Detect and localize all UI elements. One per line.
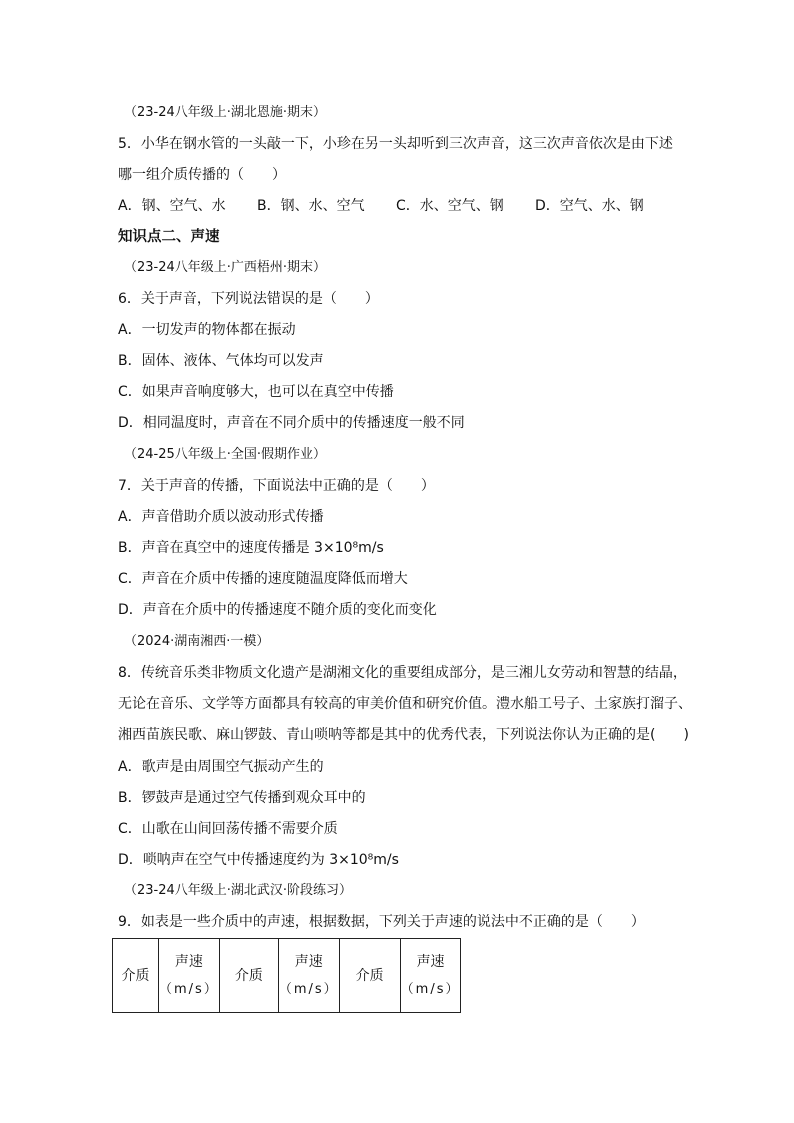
q6-option-d: D．相同温度时，声音在不同介质中的传播速度一般不同 [118,415,465,431]
q5-option-b: B．钢、水、空气 [257,198,365,214]
q5-option-c: C．水、空气、钢 [396,198,504,214]
q8-option-d: D．唢呐声在空气中传播速度约为 3×10⁸m/s [118,852,399,868]
speed-header-line1: 声速 [174,953,203,970]
q6-option-c: C．如果声音响度够大，也可以在真空中传播 [118,384,394,400]
table-header-speed [278,939,339,1013]
speed-header-unit: （m/s） [159,981,219,997]
q7-option-d: D．声音在介质中的传播速度不随介质的变化而变化 [118,602,437,618]
q5-stem-line2: 哪一组介质传播的（ ） [118,167,286,183]
q6-option-b: B．固体、液体、气体均可以发声 [118,353,324,369]
q5-option-d: D．空气、水、钢 [535,198,644,214]
q6-source: （23-24八年级上·广西梧州·期末） [124,260,327,275]
q8-stem-line2: 无论在音乐、文学等方面都具有较高的审美价值和研究价值。澧水船工号子、土家族打溜子、 [118,696,692,712]
table-header-medium: 介质 [113,939,159,1013]
q8-stem-line3: 湘西苗族民歌、麻山锣鼓、青山唢呐等都是其中的优秀代表，下列说法你认为正确的是( ) [118,727,689,743]
q5-stem-line1: 5．小华在钢水管的一头敲一下，小珍在另一头却听到三次声音，这三次声音依次是由下述 [118,136,673,152]
q5-option-a: A．钢、空气、水 [118,198,226,214]
q6-stem: 6．关于声音，下列说法错误的是（ ） [118,291,379,307]
speed-header-unit: （m/s） [278,981,339,997]
q8-stem-line1: 8．传统音乐类非物质文化遗产是湖湘文化的重要组成部分，是三湘儿女劳动和智慧的结晶， [118,665,687,681]
speed-header-unit: （m/s） [400,981,461,997]
q9-source: （23-24八年级上·湖北武汉·阶段练习） [124,883,353,898]
q5-source: （23-24八年级上·湖北恩施·期末） [124,105,327,120]
q7-option-a: A．声音借助介质以波动形式传播 [118,509,324,525]
q6-option-a: A．一切发声的物体都在振动 [118,322,296,338]
table-row [113,939,461,1013]
table-header-speed [159,939,220,1013]
q8-option-a: A．歌声是由周围空气振动产生的 [118,759,324,775]
q7-stem: 7．关于声音的传播，下面说法中正确的是（ ） [118,478,435,494]
q7-option-b: B．声音在真空中的速度传播是 3×10⁸m/s [118,540,384,556]
speed-header-line1: 声速 [416,953,445,970]
sound-speed-table [112,938,461,1013]
table-header-medium: 介质 [219,939,278,1013]
q7-option-c: C．声音在介质中传播的速度随温度降低而增大 [118,571,408,587]
section-heading: 知识点二、声速 [118,229,220,245]
q5-options [118,196,644,216]
speed-header-line1: 声速 [294,953,323,970]
q9-stem: 9．如表是一些介质中的声速，根据数据，下列关于声速的说法中不正确的是（ ） [118,914,645,930]
table-header-medium: 介质 [339,939,400,1013]
q7-source: （24-25八年级上·全国·假期作业） [124,447,327,462]
q8-source: （2024·湖南湘西·一模） [124,634,270,649]
q8-option-c: C．山歌在山间回荡传播不需要介质 [118,821,338,837]
q8-option-b: B．锣鼓声是通过空气传播到观众耳中的 [118,790,366,806]
table-header-speed [400,939,461,1013]
